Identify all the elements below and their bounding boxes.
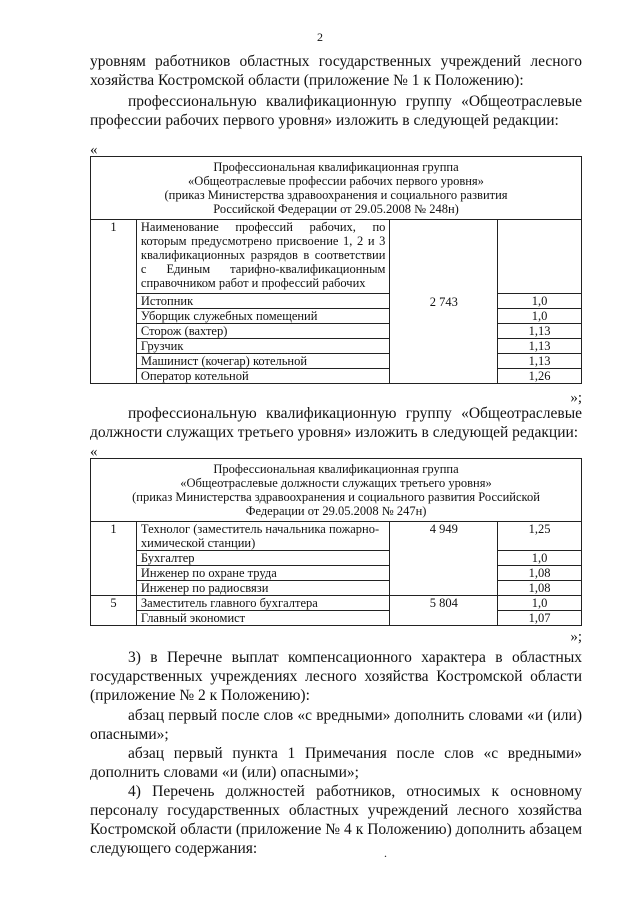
- table1-row-coef: 1,0: [498, 309, 582, 324]
- paragraph-abzac-1: абзац первый после слов «с вредными» дополнить словами «и (или) опасными»;: [90, 707, 582, 743]
- table2-salary: 4 949: [390, 522, 498, 596]
- table2-header-line: Профессиональная квалификационная группа: [213, 462, 459, 476]
- table1-row-name: Сторож (вахтер): [136, 324, 390, 339]
- page-number: 2: [317, 30, 323, 44]
- paragraph-item-4: 4) Перечень должностей работников, относимых к основному персоналу государственных областных учреждений лесного хозяйства Костромской области (приложение № 4 к Положению) дополнить абзацем следующего содержания:: [90, 783, 582, 857]
- table2-salary: 5 804: [390, 596, 498, 626]
- table-workers-first-level: [90, 156, 582, 384]
- table2-row-coef: 1,0: [498, 596, 582, 611]
- open-quote-1: «: [90, 142, 98, 158]
- table1-header: [91, 157, 582, 220]
- table1-level: 1: [91, 220, 137, 384]
- table1-header-line: Российской Федерации от 29.05.2008 № 248н): [213, 202, 459, 216]
- table1-header-line: Профессиональная квалификационная группа: [213, 160, 459, 174]
- table1-row-name: Истопник: [136, 294, 390, 309]
- table2-row-name: Технолог (заместитель начальника пожарно-химической станции): [136, 522, 389, 551]
- table1-row-coef: 1,13: [498, 324, 582, 339]
- table2-header-line: «Общеотраслевые должности служащих третьего уровня»: [180, 476, 492, 490]
- table2-row-name: Заместитель главного бухгалтера: [136, 596, 389, 611]
- table2-header-line: (приказ Министерства здравоохранения и социального развития Российской: [132, 490, 540, 504]
- table-employees-third-level: [90, 458, 582, 626]
- table1-row-coef: 1,13: [498, 354, 582, 369]
- table1-row-coef: 1,26: [498, 369, 582, 384]
- table1-row-name: Оператор котельной: [136, 369, 390, 384]
- table1-salary: 2 743: [390, 220, 498, 384]
- paragraph-group-1-intro: профессиональную квалификационную группу «Общеотраслевые профессии рабочих первого уровня» изложить в следующей редакции:: [90, 93, 582, 129]
- open-quote-2: «: [90, 444, 98, 460]
- table1-row-coef: 1,0: [498, 294, 582, 309]
- paragraph-item-3: 3) в Перечне выплат компенсационного характера в областных государственных учреждениях лесного хозяйства Костромской области (приложение № 2 к Положению):: [90, 649, 582, 704]
- table1-row-name: Наименование профессий рабочих, по которым предусмотрено присвоение 1, 2 и 3 квалификационных разрядов в соответствии с Единым тарифно-квалификационным справочником работ и профессий рабочих: [136, 220, 390, 294]
- table2-level: 5: [91, 596, 137, 626]
- close-quote-1: »;: [570, 390, 582, 406]
- table2-row-coef: 1,08: [498, 581, 582, 596]
- close-quote-2: »;: [570, 629, 582, 645]
- table1-row-coef: [498, 220, 582, 294]
- trailing-mark: .: [384, 846, 387, 860]
- table2-level: 1: [91, 522, 137, 596]
- paragraph-intro: уровням работников областных государственных учреждений лесного хозяйства Костромской области (приложение № 1 к Положению):: [90, 53, 582, 89]
- table2-row-name: Главный экономист: [136, 611, 389, 626]
- table1-header-line: «Общеотраслевые профессии рабочих первого уровня»: [188, 174, 484, 188]
- table2-row-coef: 1,25: [498, 522, 582, 551]
- table2-row-name: Инженер по охране труда: [136, 566, 389, 581]
- table1-row-name: Машинист (кочегар) котельной: [136, 354, 390, 369]
- paragraph-abzac-2: абзац первый пункта 1 Примечания после слов «с вредными» дополнить словами «и (или) опасными»;: [90, 745, 582, 781]
- paragraph-group-3-intro: профессиональную квалификационную группу «Общеотраслевые должности служащих третьего уровня» изложить в следующей редакции:: [90, 405, 582, 441]
- table2-row-coef: 1,07: [498, 611, 582, 626]
- table2-row-name: Инженер по радиосвязи: [136, 581, 389, 596]
- table2-header: [91, 459, 582, 522]
- table2-row-name: Бухгалтер: [136, 551, 389, 566]
- table2-row-coef: 1,0: [498, 551, 582, 566]
- table2-header-line: Федерации от 29.05.2008 № 247н): [245, 504, 427, 518]
- table2-row-coef: 1,08: [498, 566, 582, 581]
- table1-row-name: Уборщик служебных помещений: [136, 309, 390, 324]
- table1-header-line: (приказ Министерства здравоохранения и социального развития: [164, 188, 508, 202]
- table1-row-name: Грузчик: [136, 339, 390, 354]
- table1-row-coef: 1,13: [498, 339, 582, 354]
